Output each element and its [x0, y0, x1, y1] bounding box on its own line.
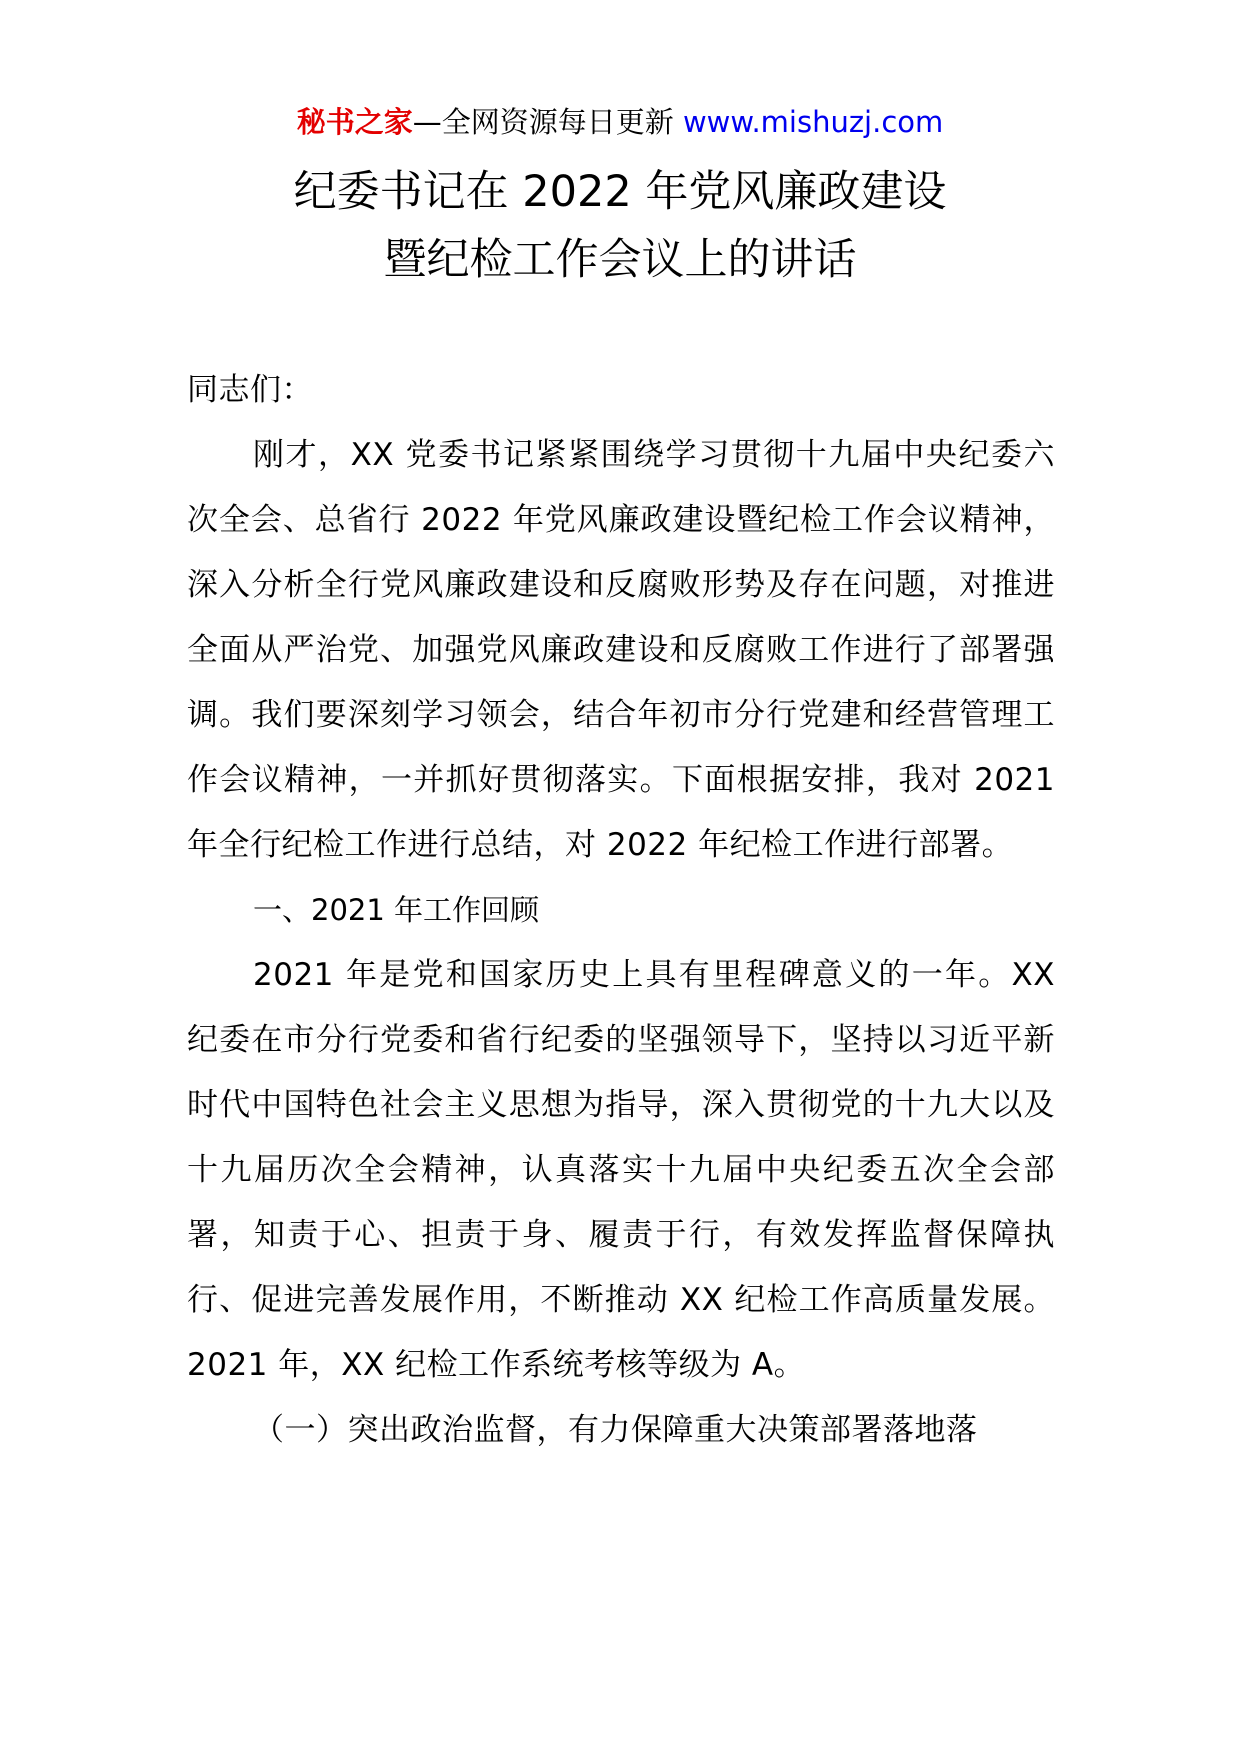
- section-heading-1: 一、2021 年工作回顾: [253, 893, 540, 927]
- paragraph-intro: 刚才，XX 党委书记紧紧围绕学习贯彻十九届中央纪委六次全会、总省行 2022 年党风廉政建设暨纪检工作会议精神，深入分析全行党风廉政建设和反腐败形势及存在问题，对推进全面从严治党、加强党风廉政建设和反腐败工作进行了部署强调。我们要深刻学习领会，结合年初市分行党建和经营管理工作会议精神，一并抓好贯彻落实。下面根据安排，我对 2021 年全行纪检工作进行总结，对 2022 年纪检工作进行部署。: [187, 437, 1055, 863]
- header-slogan: —全网资源每日更新: [412, 105, 674, 139]
- document-title-line-1: 纪委书记在 2022 年党风廉政建设: [293, 167, 947, 217]
- subsection-heading-1: （一）突出政治监督，有力保障重大决策部署落地落: [253, 1412, 978, 1448]
- header-url-link[interactable]: www.mishuzj.com: [682, 105, 944, 139]
- document-title-line-2: 暨纪检工作会议上的讲话: [383, 235, 857, 285]
- salutation: 同志们：: [187, 372, 313, 408]
- header-brand: 秘书之家: [296, 105, 413, 139]
- site-header: [0, 102, 1240, 142]
- paragraph-review: 2021 年是党和国家历史上具有里程碑意义的一年。XX 纪委在市分行党委和省行纪委的坚强领导下，坚持以习近平新时代中国特色社会主义思想为指导，深入贯彻党的十九大以及十九届历次全会精神，认真落实十九届中央纪委五次全会部署，知责于心、担责于身、履责于行，有效发挥监督保障执行、促进完善发展作用，不断推动 XX 纪检工作高质量发展。2021 年，XX 纪检工作系统考核等级为 A。: [187, 957, 1055, 1383]
- document-body: [187, 358, 1055, 1463]
